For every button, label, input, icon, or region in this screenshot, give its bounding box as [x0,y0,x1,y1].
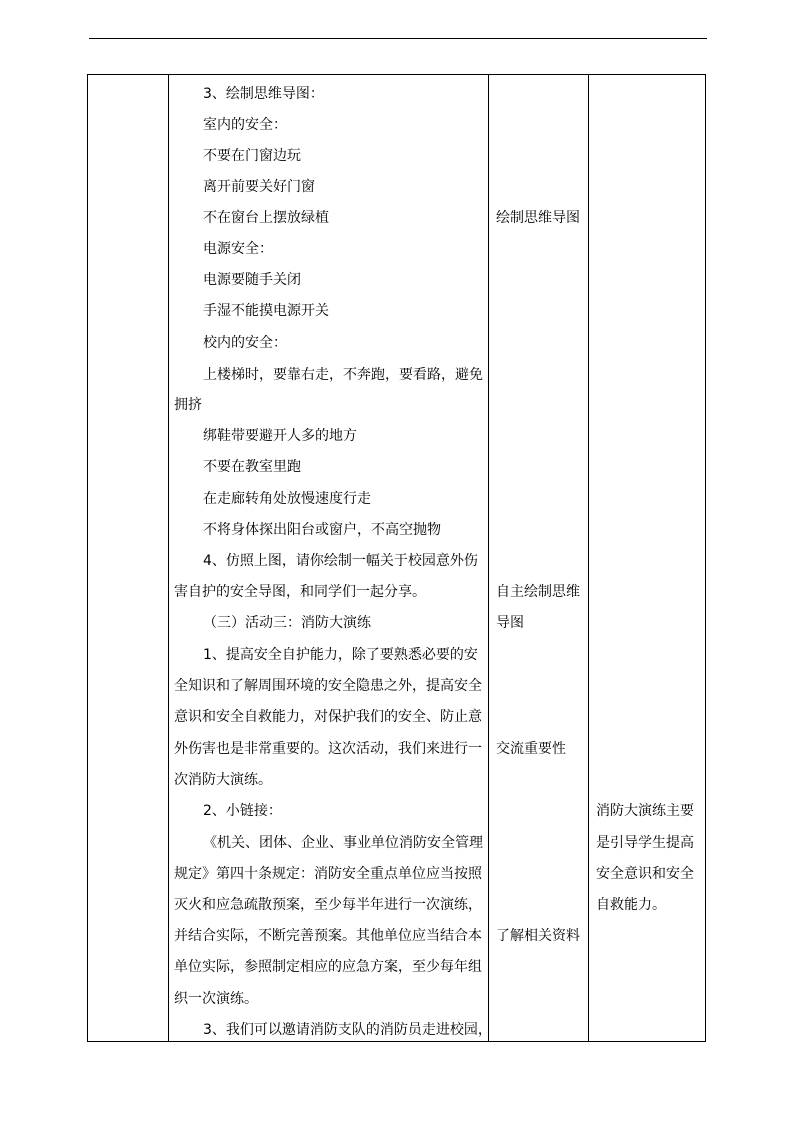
process-line: 害自护的安全导图，和同学们一起分享。 [174,584,426,600]
design-intent-line: 是引导学生提高 [596,835,694,851]
process-line: 上楼梯时，要靠右走，不奔跑，要看路，避免 [203,367,483,383]
process-line: 并结合实际，不断完善预案。其他单位应当结合本 [174,928,482,944]
teaching-process-cell [169,75,492,1041]
process-line: 1、提高安全自护能力，除了要熟悉必要的安 [203,647,478,663]
design-intent-line: 自救能力。 [596,897,666,913]
process-line: 室内的安全： [203,117,287,133]
process-line: 绑鞋带要避开人多的地方 [203,428,357,444]
process-line: 电源要随手关闭 [203,272,301,288]
process-line: 织一次演练。 [174,991,258,1007]
process-line: 3、我们可以邀请消防支队的消防员走进校园， [203,1022,492,1038]
process-line: 在走廊转角处放慢速度行走 [203,491,371,507]
process-line: 《机关、团体、企业、事业单位消防安全管理 [203,835,483,851]
process-line: 手湿不能摸电源开关 [203,303,329,319]
process-line: 不在窗台上摆放绿植 [203,210,329,226]
process-line: 3、绘制思维导图： [203,86,324,102]
student-activity-line: 交流重要性 [496,741,566,757]
process-line: 单位实际，参照制定相应的应急方案，至少每年组 [174,959,482,975]
process-line: 意识和安全自救能力，对保护我们的安全、防止意 [174,709,482,725]
process-line: 4、仿照上图，请你绘制一幅关于校园意外伤 [203,553,478,569]
student-activity-line: 绘制思维导图 [496,210,580,226]
student-activity-line: 了解相关资料 [496,928,580,944]
design-intent-line: 安全意识和安全 [596,866,694,882]
process-heading-activity-3: （三）活动三：消防大演练 [203,615,371,631]
process-line: 规定》第四十条规定：消防安全重点单位应当按照 [174,866,482,882]
process-line: 离开前要关好门窗 [203,179,315,195]
process-line: 不要在教室里跑 [203,459,301,475]
process-line: 校内的安全： [203,335,287,351]
process-line: 电源安全： [203,241,273,257]
header-rule [89,38,707,39]
lesson-plan-table [87,74,706,1042]
process-line: 灭火和应急疏散预案，至少每半年进行一次演练， [174,897,482,913]
student-activity-line: 导图 [496,615,524,631]
design-intent-cell [589,75,705,1041]
design-intent-line: 消防大演练主要 [596,803,694,819]
process-line: 不将身体探出阳台或窗户，不高空抛物 [203,522,441,538]
student-activity-cell [489,75,588,1041]
process-line: 次消防大演练。 [174,772,272,788]
stage-column-cell [88,75,168,1041]
process-line: 全知识和了解周围环境的安全隐患之外，提高安全 [174,678,482,694]
process-line: 2、小链接： [203,803,282,819]
process-line: 不要在门窗边玩 [203,148,301,164]
process-line: 外伤害也是非常重要的。这次活动，我们来进行一 [174,741,482,757]
process-line: 拥挤 [174,397,202,413]
student-activity-line: 自主绘制思维 [496,584,580,600]
